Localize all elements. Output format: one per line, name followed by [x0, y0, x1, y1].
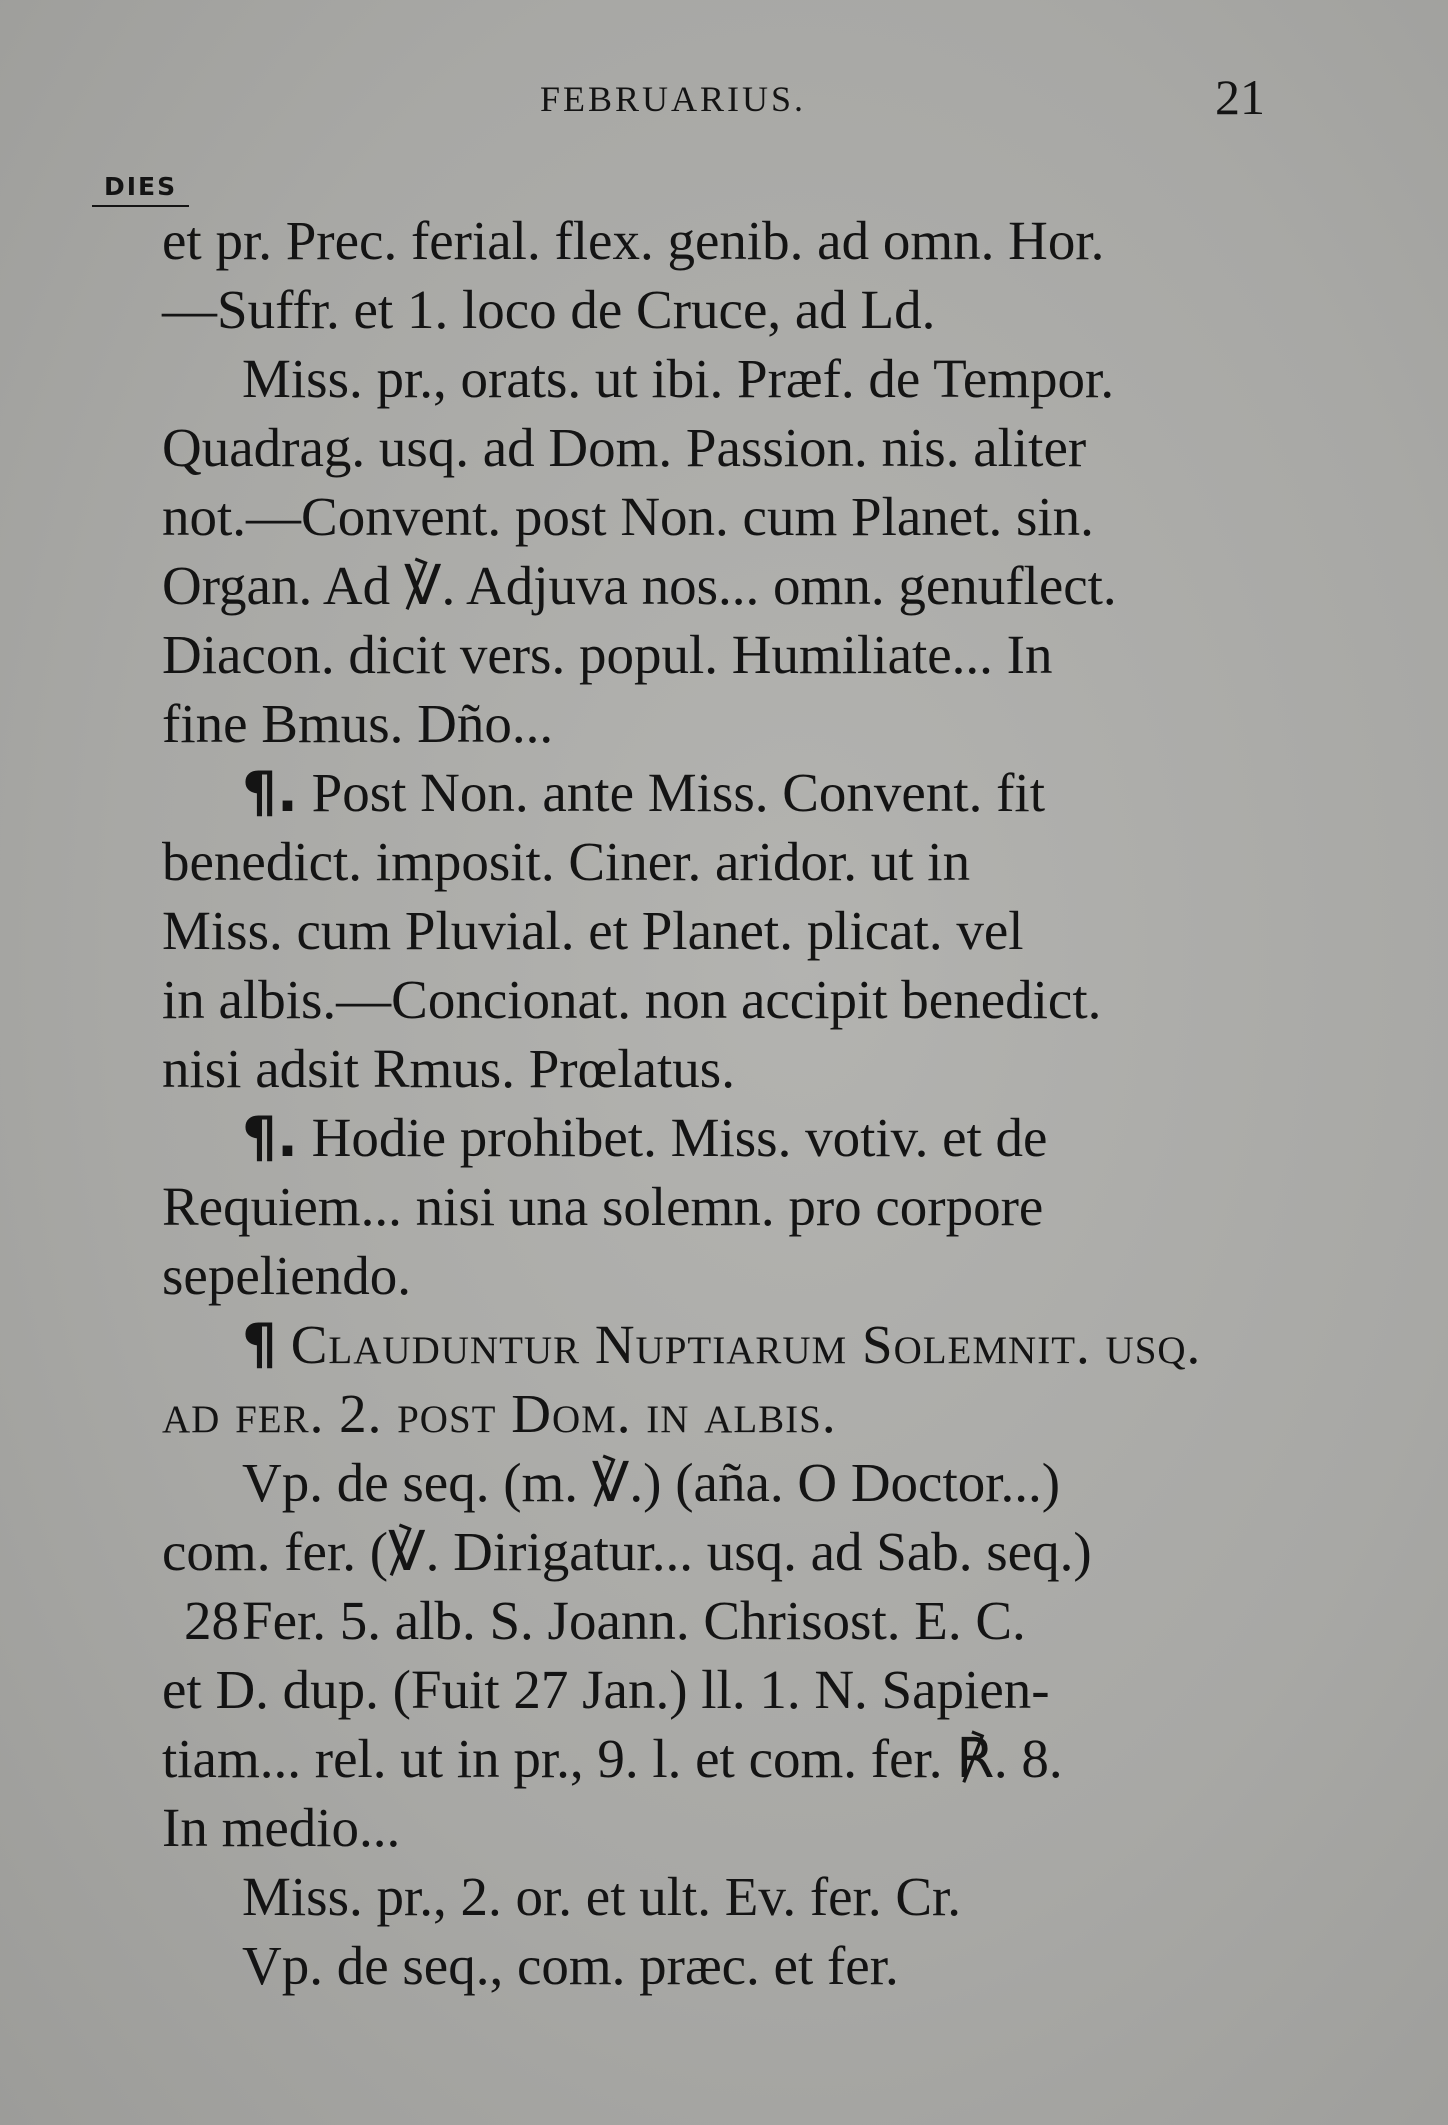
text-line: Miss. cum Pluvial. et Planet. plicat. vel: [162, 900, 1024, 961]
text-line: not.—Convent. post Non. cum Planet. sin.: [162, 486, 1094, 547]
text-line: Vp. de seq., com. præc. et fer.: [242, 1935, 899, 1996]
text-line: Vp. de seq. (m. ℣.) (aña. O Doctor...): [242, 1452, 1061, 1513]
text-line: —Suffr. et 1. loco de Cruce, ad Ld.: [162, 279, 936, 340]
day-number: 28: [184, 1590, 239, 1651]
text-line: Quadrag. usq. ad Dom. Passion. nis. aliter: [162, 417, 1087, 478]
text-line: in albis.—Concionat. non accipit benedict.: [162, 969, 1102, 1030]
text-line: tiam... rel. ut in pr., 9. l. et com. fer. ℟. 8.: [162, 1728, 1063, 1789]
dies-label: DIES: [92, 172, 189, 207]
text-line: [162, 758, 1342, 827]
section-mark-icon: ¶: [242, 1312, 277, 1376]
text-line: com. fer. (℣. Dirigatur... usq. ad Sab. seq.): [162, 1521, 1092, 1582]
text-line-content: Clauduntur Nuptiarum Solemnit. usq.: [290, 1314, 1202, 1375]
text-line: Diacon. dicit vers. popul. Humiliate... In: [162, 624, 1053, 685]
text-line: [162, 1103, 1342, 1172]
running-head: [0, 69, 1448, 132]
paragraph-mark-icon: ¶.: [242, 760, 298, 824]
text-line: sepeliendo.: [162, 1245, 411, 1306]
text-line: In medio...: [162, 1797, 401, 1858]
body-text: [162, 206, 1342, 2000]
text-line: Miss. pr., orats. ut ibi. Præf. de Tempor.: [242, 348, 1115, 409]
page-number: 21: [1215, 69, 1265, 125]
text-line: nisi adsit Rmus. Prœlatus.: [162, 1038, 735, 1099]
text-line-content: Fer. 5. alb. S. Joann. Chrisost. E. C.: [242, 1590, 1026, 1651]
text-line: Miss. pr., 2. or. et ult. Ev. fer. Cr.: [242, 1866, 962, 1927]
text-line: Organ. Ad ℣. Adjuva nos... omn. genuflect.: [162, 555, 1117, 616]
paragraph-mark-icon: ¶.: [242, 1105, 298, 1169]
text-line: ad fer. 2. post Dom. in albis.: [162, 1383, 837, 1444]
day-entry-line: [162, 1586, 1342, 1655]
text-line-content: Post Non. ante Miss. Convent. fit: [311, 762, 1045, 823]
text-line: et pr. Prec. ferial. flex. genib. ad omn. Hor.: [162, 210, 1105, 271]
text-line: fine Bmus. Dño...: [162, 693, 554, 754]
text-line: [162, 1310, 1342, 1379]
text-line-content: Hodie prohibet. Miss. votiv. et de: [311, 1107, 1048, 1168]
text-line: benedict. imposit. Ciner. aridor. ut in: [162, 831, 971, 892]
text-line: Requiem... nisi una solemn. pro corpore: [162, 1176, 1044, 1237]
text-line: et D. dup. (Fuit 27 Jan.) ll. 1. N. Sapien-: [162, 1659, 1050, 1720]
running-title: FEBRUARIUS.: [540, 79, 807, 119]
